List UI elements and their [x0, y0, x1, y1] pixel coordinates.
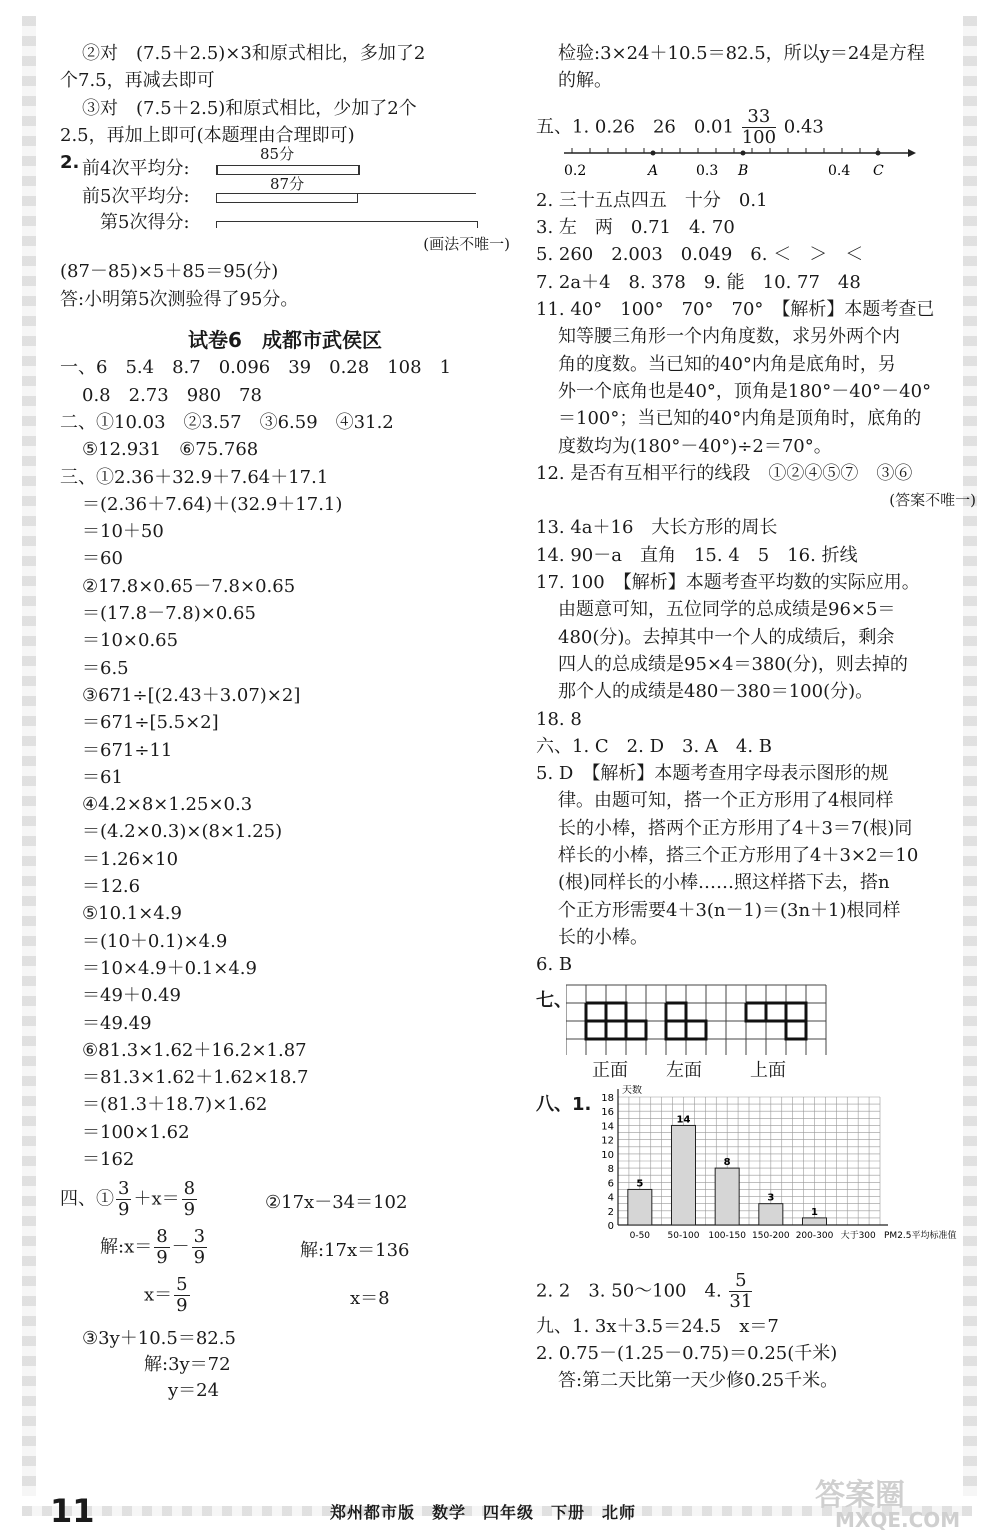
text-line: 5. D 【解析】本题考查用字母表示图形的规	[536, 763, 889, 785]
x-axis-title: PM2.5平均标准值	[884, 1230, 957, 1241]
text-line: ②对 (7.5＋2.5)×3和原式相比，多加了2	[82, 43, 426, 64]
left-wavy-border	[22, 16, 36, 1496]
text-line: 长的小棒。	[558, 926, 648, 948]
point-c: C	[873, 162, 884, 179]
text-line: 6. B	[536, 954, 573, 976]
text-line: ＝(4.2×0.3)×(8×1.25)	[82, 821, 283, 843]
text-line: ②17.8×0.65－7.8×0.65	[82, 575, 296, 597]
text-line: ＝100×1.62	[82, 1121, 190, 1143]
bar-87-b	[356, 193, 476, 202]
data-label: 8	[723, 1156, 731, 1168]
question-number: 2.	[60, 152, 80, 174]
tick-0.4: 0.4	[828, 162, 851, 179]
watermark-url: MXQE.COM	[835, 1508, 961, 1532]
eq1-result	[144, 1275, 192, 1316]
section-number: 七、	[536, 989, 572, 1011]
text-line: ＝49＋0.49	[82, 985, 181, 1007]
eq2-step: 解:17x＝136	[300, 1240, 410, 1262]
num: 5	[176, 1274, 188, 1296]
text-line: ＝12.6	[82, 876, 141, 898]
text-line: (87－85)×5＋85＝95(分)	[60, 261, 279, 283]
text-line: ⑤12.931 ⑥75.768	[82, 439, 259, 461]
eq1	[60, 1179, 199, 1220]
view-label-top: 上面	[750, 1059, 786, 1081]
view-grid	[566, 983, 828, 1055]
point-a: A	[648, 162, 659, 179]
text-line: ＝162	[82, 1148, 135, 1170]
text-line: 长的小棒，搭两个正方形用了4＋3＝7(根)同	[558, 817, 913, 839]
den: 9	[118, 1199, 130, 1221]
bar	[672, 1125, 696, 1225]
view-label-left: 左面	[666, 1059, 702, 1081]
left-column	[60, 40, 510, 1402]
bar-value: 87分	[270, 175, 305, 194]
text-line: 样长的小棒，搭三个正方形用了4＋3×2＝10	[558, 845, 919, 867]
x-tick-label: 0-50	[629, 1230, 651, 1241]
num: 5	[729, 1271, 752, 1292]
text-line: 11. 40° 100° 70° 70° 【解析】本题考查已	[536, 299, 935, 321]
y-axis-title: 天数	[622, 1084, 642, 1096]
bar-value: 85分	[260, 145, 295, 164]
y-tick-label: 16	[601, 1106, 614, 1118]
text-line: ＝100°；当已知的40°内角是顶角时，底角的	[558, 408, 922, 430]
calculation-steps	[60, 464, 510, 1174]
den: 9	[156, 1247, 168, 1269]
text-line: ＝(81.3＋18.7)×1.62	[82, 1094, 268, 1116]
x-tick-label: 大于300	[840, 1230, 876, 1241]
text-line: 0.43	[783, 116, 824, 138]
text-line: ③671÷[(2.43＋3.07)×2]	[82, 684, 301, 706]
text-line: 六、1. C 2. D 3. A 4. B	[536, 735, 773, 757]
bar-87-a	[216, 193, 358, 203]
eq3: ③3y＋10.5＝82.5	[82, 1328, 236, 1350]
note: (答案不唯一)	[889, 491, 976, 510]
text-line: 2. 0.75－(1.25－0.75)＝0.25(千米)	[536, 1342, 838, 1364]
equations	[60, 1173, 510, 1402]
text-line: ＝(10＋0.1)×4.9	[82, 930, 228, 952]
text-line: 由题意可知，五位同学的总成绩是96×5＝	[558, 599, 896, 621]
text-line: (根)同样长的小棒……照这样搭下去，搭n	[558, 872, 890, 894]
x-tick-label: 150-200	[752, 1230, 790, 1241]
text-line: ③对 (7.5＋2.5)和原式相比，少加了2个	[82, 97, 417, 119]
x-tick-label: 50-100	[667, 1230, 700, 1241]
fraction	[729, 1271, 752, 1312]
text-line: 个7.5，再减去即可	[60, 70, 215, 92]
den: 9	[183, 1199, 196, 1221]
tick-0.3: 0.3	[696, 162, 719, 179]
text-line: 三、①2.36＋32.9＋7.64＋17.1	[60, 466, 329, 488]
text-line: 个正方形需要4＋3(n－1)＝(3n＋1)根同样	[558, 899, 901, 921]
eq3-result: y＝24	[168, 1380, 220, 1402]
text-line: 480(分)。去掉其中一个人的成绩后，剩余	[558, 626, 895, 648]
y-tick-label: 14	[601, 1120, 614, 1132]
eq-text: 解:x＝	[100, 1236, 153, 1258]
data-label: 14	[676, 1113, 691, 1125]
section-title: 试卷6 成都市武侯区	[188, 328, 382, 353]
text-line: ＝(2.36＋7.64)＋(32.9＋17.1)	[82, 493, 343, 515]
text-line: ＝60	[82, 548, 123, 570]
text-line: 五、1. 0.26 26 0.01	[536, 116, 734, 138]
y-tick-label: 18	[601, 1092, 614, 1104]
chart-section	[536, 1084, 976, 1271]
text-line: 角的度数。当已知的40°内角是底角时，另	[558, 353, 896, 375]
text-line: 的解。	[558, 70, 612, 92]
fraction	[192, 1227, 207, 1268]
text-line: ＝671÷[5.5×2]	[82, 712, 219, 734]
y-tick-label: 6	[607, 1177, 614, 1189]
tick-0.2: 0.2	[564, 162, 587, 179]
text-line: 答:第二天比第一天少修0.25千米。	[558, 1370, 839, 1392]
y-tick-label: 12	[601, 1135, 614, 1147]
point-b: B	[738, 162, 749, 179]
text-line: 17. 100 【解析】本题考查平均数的实际应用。	[536, 572, 920, 594]
text-line: 外一个底角也是40°，顶角是180°－40°－40°	[558, 380, 932, 402]
y-tick-label: 2	[607, 1206, 614, 1218]
bar	[715, 1168, 739, 1225]
text-line: ＝6.5	[82, 657, 129, 679]
page-number: 11	[50, 1492, 95, 1530]
answers-block-2	[536, 514, 976, 978]
text-line: 2. 三十五点四五 十分 0.1	[536, 189, 768, 211]
bar-label: 前5次平均分:	[82, 186, 190, 208]
y-tick-label: 4	[607, 1192, 614, 1204]
watermark-logo: 答案圈	[815, 1478, 905, 1513]
num: 3	[118, 1178, 130, 1200]
text-line: ④4.2×8×1.25×0.3	[82, 794, 253, 816]
y-tick-label: 8	[607, 1163, 614, 1175]
den: 100	[741, 126, 777, 148]
text-line: 答:小明第5次测验得了95分。	[60, 288, 299, 310]
text-line: ＝671÷11	[82, 739, 173, 761]
note: (画法不唯一)	[423, 235, 510, 254]
eq-head: 四、①	[60, 1188, 114, 1210]
num: 33	[742, 107, 776, 128]
text-line: 知等腰三角形一个内角度数，求另外两个内	[558, 326, 900, 348]
text-line: 13. 4a＋16 大长方形的周长	[536, 517, 778, 539]
text-line: 0.8 2.73 980 78	[82, 384, 262, 406]
text-line: 九、1. 3x＋3.5＝24.5 x＝7	[536, 1315, 779, 1337]
fraction	[174, 1275, 189, 1316]
text-line: ＝10＋50	[82, 521, 164, 543]
eq-text: x＝	[144, 1284, 173, 1306]
fraction	[116, 1179, 131, 1220]
line-segment-diagram	[60, 145, 510, 234]
text-line: 那个人的成绩是480－380＝100(分)。	[558, 681, 874, 703]
y-tick-label: 10	[601, 1149, 614, 1161]
den: 9	[193, 1247, 206, 1269]
x-tick-label: 200-300	[795, 1230, 834, 1241]
three-views	[536, 983, 976, 1083]
text-line: 2.5，再加上即可(本题理由合理即可)	[60, 124, 355, 146]
text-line: 二、①10.03 ②3.57 ③6.59 ④31.2	[60, 411, 394, 433]
text-line: ＝(17.8－7.8)×0.65	[82, 603, 256, 625]
bar	[803, 1217, 827, 1224]
text-line: ＝61	[82, 766, 123, 788]
text-line: 一、6 5.4 8.7 0.096 39 0.28 108 1	[60, 357, 452, 379]
text-line: ＝81.3×1.62＋1.62×18.7	[82, 1067, 309, 1089]
eq3-step: 解:3y＝72	[144, 1354, 231, 1376]
bar-label: 第5次得分:	[100, 212, 190, 234]
text-line: 2. 2 3. 50～100 4.	[536, 1280, 722, 1301]
text-line: ＝10×0.65	[82, 630, 179, 652]
view-label-front: 正面	[592, 1059, 628, 1081]
text-line: 14. 90－a 直角 15. 4 5 16. 折线	[536, 544, 858, 566]
fraction	[182, 1179, 197, 1220]
fraction	[154, 1227, 169, 1268]
text-line: 检验:3×24＋10.5＝82.5，所以y＝24是方程	[558, 43, 925, 64]
eq-text: －	[171, 1236, 190, 1258]
text-line: ⑤10.1×4.9	[82, 903, 182, 925]
answers-block-4	[536, 1313, 976, 1395]
text-line: 度数均为(180°－40°)÷2＝70°。	[558, 435, 832, 457]
answers-block-1	[536, 187, 976, 487]
bar	[759, 1203, 783, 1224]
eq1-step	[100, 1227, 209, 1268]
eq-text: ＋x＝	[133, 1188, 180, 1210]
text-line: 5. 260 2.003 0.049 6. ＜ ＞ ＜	[536, 244, 864, 266]
data-label: 1	[811, 1206, 818, 1218]
bar-fifth	[216, 221, 478, 228]
den: 9	[176, 1295, 188, 1317]
text-line: 四人的总成绩是95×4＝380(分)，则去掉的	[558, 653, 908, 675]
text-line: ＝1.26×10	[82, 848, 179, 870]
text-line: ＝49.49	[82, 1012, 152, 1034]
eq2-result: x＝8	[350, 1288, 390, 1310]
footer-text: 郑州都市版 数学 四年级 下册 北师	[330, 1503, 637, 1522]
data-label: 5	[636, 1177, 644, 1189]
num: 8	[156, 1226, 168, 1248]
text-line: 7. 2a＋4 8. 378 9. 能 10. 77 48	[536, 271, 861, 293]
text-line: 18. 8	[536, 708, 582, 730]
num: 8	[183, 1178, 196, 1200]
s5-line	[536, 105, 976, 148]
data-label: 3	[767, 1192, 775, 1204]
y-tick-label: 0	[607, 1220, 614, 1232]
number-line	[536, 141, 916, 179]
section-number: 八、1.	[536, 1093, 592, 1115]
right-column	[536, 40, 976, 1394]
den: 31	[729, 1290, 753, 1312]
x-tick-label: 100-150	[708, 1230, 746, 1241]
eq2: ②17x－34＝102	[265, 1192, 408, 1214]
text-line: 律。由题可知，搭一个正方形用了4根同样	[558, 790, 894, 812]
text-line: ＝10×4.9＋0.1×4.9	[82, 957, 257, 979]
num: 3	[193, 1226, 206, 1248]
bar	[628, 1189, 652, 1225]
bar-label: 前4次平均分:	[82, 158, 190, 180]
bar-chart	[582, 1085, 972, 1261]
text-line: ⑥81.3×1.62＋16.2×1.87	[82, 1039, 307, 1061]
text-line: 12. 是否有互相平行的线段 ①②④⑤⑦ ③⑥	[536, 462, 913, 484]
r3-line	[536, 1269, 976, 1312]
text-line: 3. 左 两 0.71 4. 70	[536, 217, 735, 239]
